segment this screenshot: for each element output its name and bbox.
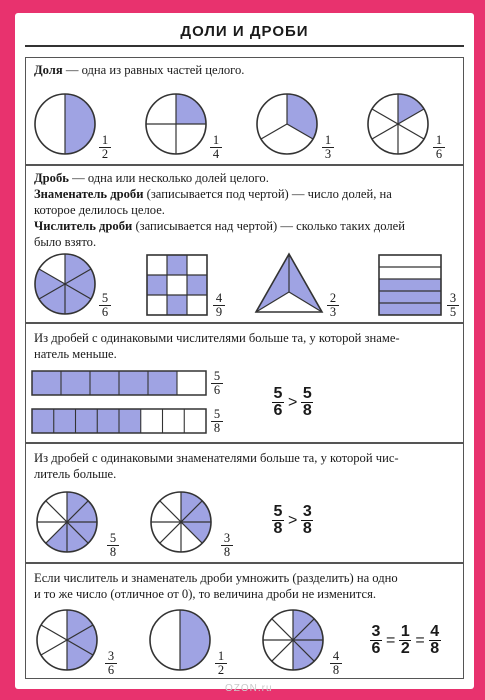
numerator-text: (записывается над чертой) — сколько таких долей bbox=[132, 219, 405, 233]
circle-three-sixths bbox=[35, 608, 99, 672]
same-denominators-rule: Из дробей с одинаковыми знаменателями больше та, у которой чис- литель больше. bbox=[34, 451, 399, 481]
fraction-label: 3 8 bbox=[220, 532, 234, 559]
term-denominator: Знаменатель дроби bbox=[34, 187, 144, 201]
fraction-label: 1 2 bbox=[98, 134, 112, 161]
section-same-numerators bbox=[25, 323, 464, 443]
circle-one-sixth bbox=[366, 92, 430, 156]
rectangle-three-fifths bbox=[378, 254, 442, 316]
term-numerator: Числитель дроби bbox=[34, 219, 133, 233]
circle-one-half-equivalent bbox=[148, 608, 212, 672]
section-equivalent bbox=[25, 563, 464, 679]
equivalent-rule: Если числитель и знаменатель дроби умножить (разделить) на одно и то же число (отличное от 0), то величина дроби не изменится. bbox=[34, 571, 398, 601]
title-divider bbox=[25, 45, 464, 47]
section-share bbox=[25, 57, 464, 165]
page-title: ДОЛИ И ДРОБИ bbox=[180, 23, 309, 40]
same-numerators-rule: Из дробей с одинаковыми числителями больше та, у которой знаме- натель меньше. bbox=[34, 331, 400, 361]
circle-one-third bbox=[255, 92, 319, 156]
fraction-label: 5 8 bbox=[106, 532, 120, 559]
fraction-label: 5 8 bbox=[210, 408, 224, 435]
equivalence-equation: 3 6 = 1 2 = 4 8 bbox=[371, 623, 440, 657]
fraction-label: 1 6 bbox=[432, 134, 446, 161]
circle-one-quarter bbox=[144, 92, 208, 156]
header bbox=[15, 13, 474, 53]
fraction-label: 1 3 bbox=[321, 134, 335, 161]
denominator-text: (записывается под чертой) — число долей, на bbox=[143, 187, 392, 201]
comparison-equation: 5 6 > 5 8 bbox=[273, 385, 312, 419]
fraction-label: 4 9 bbox=[212, 292, 226, 319]
triangle-two-thirds bbox=[254, 252, 324, 314]
bar-five-eighths bbox=[31, 408, 207, 434]
fraction-label: 1 2 bbox=[214, 650, 228, 677]
circle-four-eighths bbox=[261, 608, 325, 672]
term-fraction: Дробь bbox=[34, 171, 69, 185]
fraction-label: 3 5 bbox=[446, 292, 460, 319]
share-definition bbox=[34, 62, 457, 78]
card bbox=[15, 13, 474, 694]
fraction-label: 3 6 bbox=[104, 650, 118, 677]
fraction-label: 4 8 bbox=[329, 650, 343, 677]
circle-five-sixths bbox=[33, 252, 97, 316]
fraction-definition bbox=[34, 170, 457, 250]
circle-one-half bbox=[33, 92, 97, 156]
circle-three-eighths bbox=[149, 490, 213, 554]
numerator-text-cont: было взято. bbox=[34, 235, 97, 249]
fraction-label: 5 6 bbox=[210, 370, 224, 397]
section-fraction bbox=[25, 165, 464, 323]
term-share: Доля bbox=[34, 63, 63, 77]
denominator-text-cont: которое делилось целое. bbox=[34, 203, 165, 217]
comparison-equation: 5 8 > 3 8 bbox=[273, 503, 312, 537]
watermark: OZON.ru bbox=[225, 683, 273, 694]
fraction-label: 1 4 bbox=[209, 134, 223, 161]
fraction-text: — одна или несколько долей целого. bbox=[68, 171, 269, 185]
fraction-label: 2 3 bbox=[326, 292, 340, 319]
bar-five-sixths bbox=[31, 370, 207, 396]
share-text: — одна из равных частей целого. bbox=[62, 63, 245, 77]
circle-five-eighths bbox=[35, 490, 99, 554]
fraction-label: 5 6 bbox=[98, 292, 112, 319]
section-same-denominators bbox=[25, 443, 464, 563]
square-four-ninths bbox=[146, 254, 208, 316]
